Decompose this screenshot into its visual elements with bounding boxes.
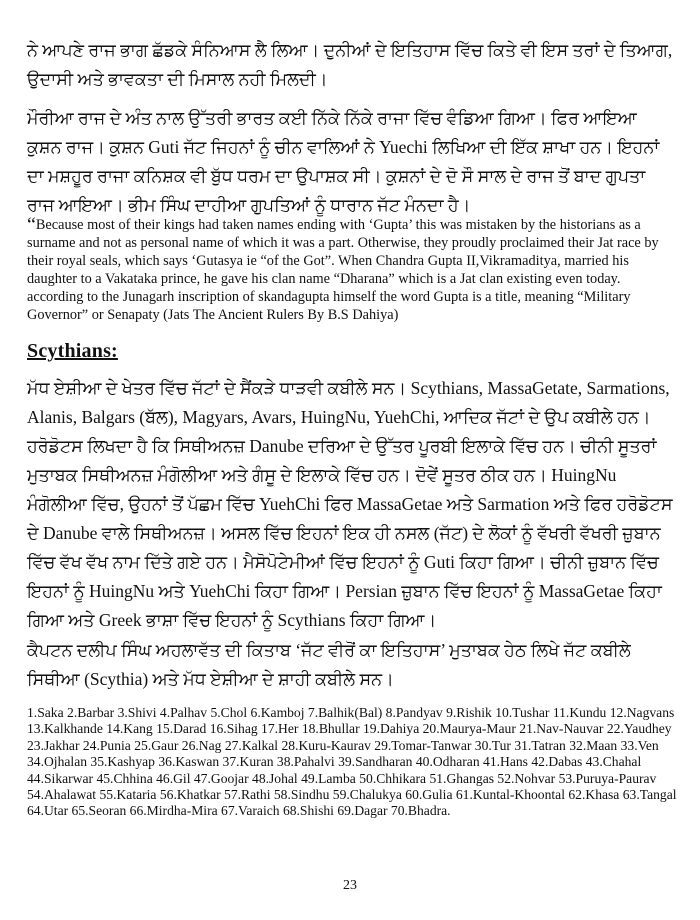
english-quote-text: Because most of their kings had taken names ending with ‘Gupta’ this was mistaken by the historians as a surname and not as personal name of which it was a part. Otherwise, they proudly proclaimed their Jat race by their royal seals, which says ‘Gutasya ie “of the Got”. When Chandra Gupta II,Vikramaditya, married his daughter to a Vakataka prince, he gave his clan name “Dharana” which is a Jat clan existing even today. according to the Junagarh inscription of skandagupta himself the word Gupta is a title, meaning “Military Governor” or Senapaty (Jats The Ancient Rulers By B.S Dahiya) [27, 217, 659, 323]
section-heading-scythians: Scythians: [27, 340, 118, 362]
numbered-clan-list: 1.Saka 2.Barbar 3.Shivi 4.Palhav 5.Chol 6.Kamboj 7.Balhik(Bal) 8.Pandyav 9.Rishik 10.Tushar 11.Kundu 12.Nagvans 13.Kalkhande 14.Kang 15.Darad 16.Sihag 17.Her 18.Bhullar 19.Dahiya 20.Maurya-Maur 21.Nav-Nauvar 22.Yaudhey 23.Jakhar 24.Punia 25.Gaur 26.Nag 27.Kalkal 28.Kuru-Kaurav 29.Tomar-Tanwar 30.Tur 31.Tatran 32.Maan 33.Ven 34.Ojhalan 35.Kashyap 36.Kaswan 37.Kuran 38.Pahalvi 39.Sandharan 40.Odharan 41.Hans 42.Dabas 43.Chahal 44.Sikarwar 45.Chhina 46.Gil 47.Goojar 48.Johal 49.Lamba 50.Chhikara 51.Ghangas 52.Nohvar 53.Puruya-Paurav 54.Ahalawat 55.Kataria 56.Khatkar 57.Rathi 58.Sindhu 59.Chalukya 60.Gulia 61.Kuntal-Khoontal 62.Khasa 63.Tangal 64.Utar 65.Seoran 66.Mirdha-Mira 67.Varaich 68.Shishi 69.Dagar 70.Bhadra. [27, 705, 677, 819]
english-quote-gupta [27, 216, 677, 324]
page-number: 23 [343, 878, 357, 893]
punjabi-paragraph-renunciation: ਨੇ ਆਪਣੇ ਰਾਜ ਭਾਗ ਛੱਡਕੇ ਸੰਨਿਆਸ ਲੈ ਲਿਆ। ਦੁਨੀਆਂ ਦੇ ਇਤਿਹਾਸ ਵਿੱਚ ਕਿਤੇ ਵੀ ਇਸ ਤਰਾਂ ਦੇ ਤਿਆਗ, ਉਦਾਸੀ ਅਤੇ ਭਾਵਕਤਾ ਦੀ ਮਿਸਾਲ ਨਹੀ ਮਿਲਦੀ। [27, 40, 673, 89]
punjabi-paragraph-scythians: ਮੱਧ ਏਸ਼ੀਆ ਦੇ ਖੇਤਰ ਵਿੱਚ ਜੱਟਾਂ ਦੇ ਸੈਂਕੜੇ ਧਾੜਵੀ ਕਬੀਲੇ ਸਨ। Scythians, MassaGetate, Sarmations, Alanis, Balgars (ਬੱਲ), Magyars, Avars, HuingNu, YuehChi, ਆਦਿਕ ਜੱਟਾਂ ਦੇ ਉਪ ਕਬੀਲੇ ਹਨ। ਹਰੋਡੋਟਸ ਲਿਖਦਾ ਹੈ ਕਿ ਸਿਥੀਅਨਜ਼ Danube ਦਰਿਆ ਦੇ ਉੱਤਰ ਪੂਰਬੀ ਇਲਾਕੇ ਵਿੱਚ ਹਨ। ਚੀਨੀ ਸੂਤਰਾਂ ਮੁਤਾਬਕ ਸਿਥੀਅਨਜ਼ ਮੰਗੋਲੀਆ ਅਤੇ ਗੰਸੂ ਦੇ ਇਲਾਕੇ ਵਿੱਚ ਹਨ। ਦੋਵੇਂ ਸੂਤਰ ਠੀਕ ਹਨ। HuingNu ਮੰਗੋਲੀਆ ਵਿੱਚ, ਉਹਨਾਂ ਤੋਂ ਪੱਛਮ ਵਿੱਚ YuehChi ਫਿਰ MassaGetae ਅਤੇ Sarmation ਅਤੇ ਫਿਰ ਹਰੋਡੋਟਸ ਦੇ Danube ਵਾਲੇ ਸਿਥੀਅਨਜ਼। ਅਸਲ ਵਿੱਚ ਇਹਨਾਂ ਇਕ ਹੀ ਨਸਲ (ਜੱਟ) ਦੇ ਲੋਕਾਂ ਨੂੰ ਵੱਖਰੀ ਵੱਖਰੀ ਜ਼ੁਬਾਨ ਵਿੱਚ ਵੱਖ ਵੱਖ ਨਾਮ ਦਿੱਤੇ ਗਏ ਹਨ। ਮੈਸੋਪੋਟੇਮੀਆਂ ਵਿੱਚ ਇਹਨਾਂ ਨੂੰ Guti ਕਿਹਾ ਗਿਆ। ਚੀਨੀ ਜ਼ੁਬਾਨ ਵਿੱਚ ਇਹਨਾਂ ਨੂੰ HuingNu ਅਤੇ YuehChi ਕਿਹਾ ਗਿਆ। Persian ਜ਼ੁਬਾਨ ਵਿੱਚ ਇਹਨਾਂ ਨੂੰ MassaGetae ਕਿਹਾ ਗਿਆ ਅਤੇ Greek ਭਾਸ਼ਾ ਵਿੱਚ ਇਹਨਾਂ ਨੂੰ Scythians ਕਿਹਾ ਗਿਆ। [27, 378, 673, 630]
opening-quote-mark: “ [27, 214, 36, 236]
punjabi-paragraph-royal-clans: ਕੈਪਟਨ ਦਲੀਪ ਸਿੰਘ ਅਹਲਾਵੱਤ ਦੀ ਕਿਤਾਬ ‘ਜੱਟ ਵੀਰੋਂ ਕਾ ਇਤਿਹਾਸ’ ਮੁਤਾਬਕ ਹੇਠ ਲਿਖੇ ਜੱਟ ਕਬੀਲੇ ਸਿਥੀਆ (Scythia) ਅਤੇ ਮੱਧ ਏਸ਼ੀਆ ਦੇ ਸ਼ਾਹੀ ਕਬੀਲੇ ਸਨ। [27, 640, 631, 689]
punjabi-paragraph-kushan-gupta: ਮੌਰੀਆ ਰਾਜ ਦੇ ਅੰਤ ਨਾਲ ਉੱਤਰੀ ਭਾਰਤ ਕਈ ਨਿੱਕੇ ਨਿੱਕੇ ਰਾਜਾ ਵਿੱਚ ਵੰਡਿਆ ਗਿਆ। ਫਿਰ ਆਇਆ ਕੁਸ਼ਨ ਰਾਜ। ਕੁਸ਼ਨ Guti ਜੱਟ ਜਿਹਨਾਂ ਨੂੰ ਚੀਨ ਵਾਲਿਆਂ ਨੇ Yuechi ਲਿਖਿਆ ਦੀ ਇੱਕ ਸ਼ਾਖਾ ਹਨ। ਇਹਨਾਂ ਦਾ ਮਸ਼ਹੂਰ ਰਾਜਾ ਕਨਿਸ਼ਕ ਵੀ ਬੁੱਧ ਧਰਮ ਦਾ ਉਪਾਸ਼ਕ ਸੀ। ਕੁਸ਼ਨਾਂ ਦੇ ਦੋ ਸੌ ਸਾਲ ਦੇ ਰਾਜ ਤੋਂ ਬਾਦ ਗੁਪਤਾ ਰਾਜ ਆਇਆ। ਭੀਮ ਸਿੰਘ ਦਾਹੀਆ ਗੁਪਤਿਆਂ ਨੂੰ ਧਾਰਾਨ ਜੱਟ ਮੰਨਦਾ ਹੈ। [27, 108, 660, 215]
